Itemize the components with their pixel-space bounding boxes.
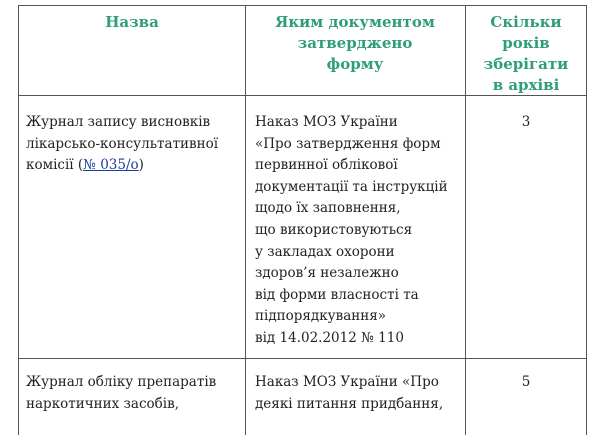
form-035-link[interactable]: № 035/о: [83, 157, 139, 174]
header-document: [245, 12, 465, 75]
table-row-2-name: [26, 372, 216, 415]
cell-text: «Про затвердження форм: [255, 135, 441, 152]
table-row-1-name: [26, 112, 218, 177]
row-divider: [19, 358, 586, 359]
table-row-2-document: [255, 372, 443, 415]
cell-text: у закладах охорони: [255, 243, 395, 260]
cell-text: наркотичних засобів,: [26, 395, 179, 412]
cell-text: комісії (: [26, 157, 84, 174]
cell-text: [26, 155, 218, 177]
cell-text: підпорядкування»: [255, 308, 387, 325]
cell-text: Журнал обліку препаратів: [26, 374, 217, 390]
header-text: Назва: [105, 13, 159, 31]
cell-text: від 14.02.2012 № 110: [255, 329, 404, 346]
table-row-2-years: 5: [521, 374, 531, 390]
cell-text: деякі питання придбання,: [255, 395, 444, 412]
cell-text: що використовуються: [255, 221, 413, 238]
header-name: [19, 12, 245, 33]
cell-text: ): [138, 157, 144, 174]
header-text: затверджено: [297, 34, 413, 52]
table-row-1-years: 3: [521, 114, 531, 130]
archive-table: [18, 5, 587, 435]
cell-text: Наказ МОЗ України «Про: [255, 374, 439, 390]
header-text: Скільки: [490, 13, 562, 31]
cell-text: від форми власності та: [255, 286, 419, 303]
header-text: Яким документом: [275, 13, 435, 31]
cell-text: щодо їх заповнення,: [255, 200, 401, 217]
header-text: зберігати: [483, 55, 569, 73]
cell-text: лікарсько-консультативної: [26, 135, 219, 152]
header-text: форму: [326, 55, 384, 73]
header-text: в архіві: [492, 76, 560, 94]
header-years: [465, 12, 587, 96]
header-text: років: [502, 34, 550, 52]
cell-text: Журнал запису висновків: [26, 114, 211, 130]
cell-text: документації та інструкцій: [255, 178, 448, 195]
cell-text: первинної облікової: [255, 157, 398, 174]
cell-text: Наказ МОЗ України: [255, 114, 398, 130]
table-row-1-document: [255, 112, 448, 350]
cell-text: здоров’я незалежно: [255, 265, 399, 282]
